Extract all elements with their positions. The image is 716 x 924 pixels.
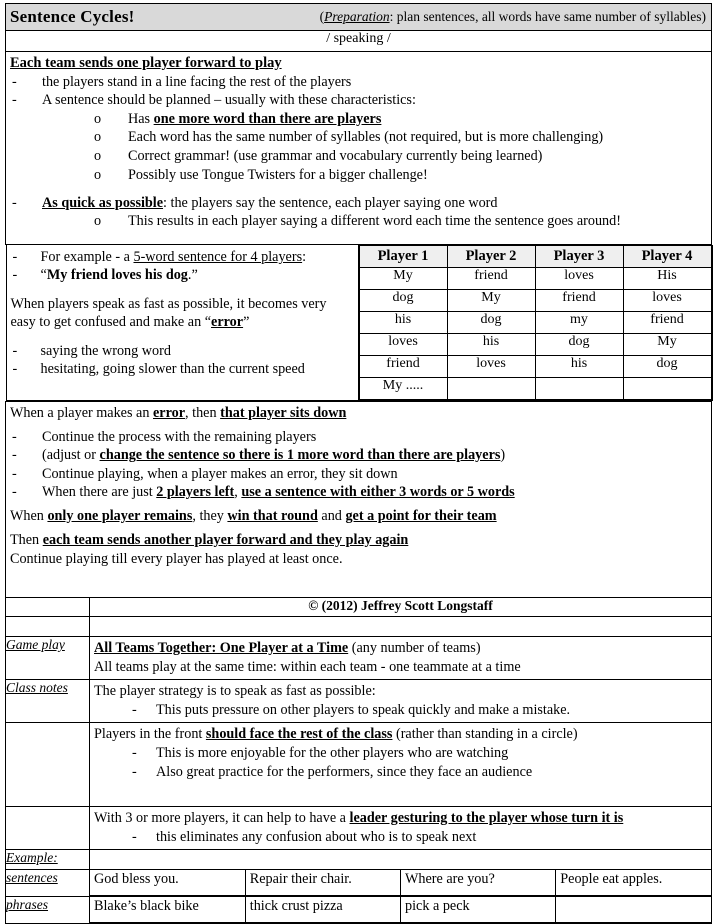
rules-mid: , then (185, 404, 221, 421)
example-text-block (7, 245, 358, 383)
item-mid: , (234, 484, 242, 501)
table-row (359, 289, 711, 311)
dash-mark: - (132, 701, 137, 718)
table-cell: friend (447, 267, 535, 289)
table-cell: pick a peck (401, 897, 556, 923)
player-header: Player 4 (623, 245, 711, 267)
phrases-label: phrases (6, 897, 90, 924)
table-row (90, 870, 711, 896)
list-item-text: Also great practice for the performers, since they face an audience (156, 763, 533, 780)
list-item-text: This puts pressure on other players to speak quickly and make a mistake. (156, 701, 571, 718)
player-header: Player 2 (447, 245, 535, 267)
sub-list-item (10, 128, 707, 147)
sub-item-text: Correct grammar! (use grammar and vocabulary currently being learned) (128, 148, 543, 165)
list-item (11, 360, 354, 379)
table-cell: loves (535, 267, 623, 289)
example-blank-cell (90, 850, 712, 870)
spacer (10, 569, 707, 593)
sub-list-item (10, 147, 707, 166)
rules-block (6, 402, 711, 597)
circle-mark: o (94, 148, 102, 165)
quick-rest: : the players say the sentence, each player saying one word (163, 194, 498, 211)
dash-mark: - (12, 342, 18, 359)
sub-item-text: Possibly use Tongue Twisters for a bigger challenge! (128, 166, 428, 183)
face-class-row (6, 723, 712, 807)
list-item (94, 744, 707, 763)
circle-mark: o (94, 166, 102, 183)
table-cell: friend (359, 355, 447, 377)
item-bold-2: use a sentence with either 3 words or 5 words (241, 484, 515, 501)
table-cell: loves (359, 333, 447, 355)
player-header: Player 1 (359, 245, 447, 267)
table-cell: friend (623, 311, 711, 333)
dash-mark: - (12, 447, 17, 464)
leader-bold: leader gesturing to the player whose turn it is (349, 810, 624, 827)
item-pre: When there are just (42, 484, 157, 501)
table-cell: dog (447, 311, 535, 333)
item-post: ) (500, 447, 506, 464)
list-item (10, 428, 707, 447)
leader-row (6, 807, 712, 850)
point-term: get a point for their team (345, 507, 497, 524)
dash-mark: - (132, 763, 137, 780)
table-cell: Where are you? (401, 870, 556, 896)
spacer (10, 185, 707, 194)
circle-mark: o (94, 110, 102, 127)
table-cell: My (359, 267, 447, 289)
example-line1-pre: For example - a (40, 248, 134, 265)
sits-down-term: that player sits down (220, 404, 347, 421)
face-bold: should face the rest of the class (205, 726, 393, 743)
list-item (94, 763, 707, 782)
dash-mark: - (12, 92, 17, 108)
face-class-line1 (94, 725, 707, 744)
dash-mark: - (12, 267, 18, 284)
preparation-label: Preparation (324, 9, 390, 24)
table-cell: Blake’s black bike (90, 897, 245, 923)
paren-open: ( (319, 9, 325, 24)
dash-mark: - (132, 744, 137, 761)
list-item-text: Continue the process with the remaining players (42, 428, 317, 445)
list-item (10, 465, 707, 484)
circle-mark: o (94, 213, 102, 230)
player-header: Player 3 (535, 245, 623, 267)
face-post: (rather than standing in a circle) (392, 726, 578, 743)
table-cell: dog (623, 355, 711, 377)
spacer (10, 231, 707, 240)
rules-intro (10, 404, 707, 423)
table-row (359, 377, 711, 399)
face-pre: Players in the front (94, 726, 206, 743)
sentences-cell (90, 870, 712, 897)
table-row (90, 897, 711, 923)
win-mid2: and (317, 507, 346, 524)
table-cell: People eat apples. (556, 870, 711, 896)
sub-item-text: This results in each player saying a different word each time the sentence goes around! (128, 213, 621, 230)
table-cell: friend (535, 289, 623, 311)
gameplay-rest: (any number of teams) (348, 639, 481, 656)
face-class-label-cell (6, 723, 90, 807)
list-item (10, 446, 707, 465)
preparation-note (320, 9, 706, 25)
then-bold: each team sends another player forward and they play again (42, 531, 409, 548)
list-item-text: This is more enjoyable for the other players who are watching (156, 744, 509, 761)
blank-row (6, 616, 712, 636)
item-bold: change the sentence so there is 1 more word than there are players (99, 447, 501, 464)
example-sentence: My friend loves his dog (46, 267, 188, 284)
sub-item-pre: Has (128, 110, 154, 127)
phrases-table (90, 897, 711, 923)
page-title: Sentence Cycles! (10, 7, 135, 26)
sub-item-text: Each word has the same number of syllables (not required, but is more challenging) (128, 129, 604, 146)
table-row (359, 355, 711, 377)
dash-mark: - (12, 428, 17, 445)
sub-list-item (10, 212, 707, 231)
list-item-text: hesitating, going slower than the current speed (40, 361, 305, 378)
sentences-label: sentences (6, 870, 90, 897)
speaking-row (6, 31, 712, 52)
players-table-cell (358, 245, 712, 401)
error-term: error (153, 404, 186, 421)
list-item (11, 266, 354, 285)
title-row (6, 4, 712, 31)
table-cell: My (623, 333, 711, 355)
sentences-table (90, 870, 711, 896)
gameplay-bold: All Teams Together: One Player at a Time (94, 639, 349, 656)
face-class-block (90, 723, 711, 806)
example-text-cell (6, 245, 358, 401)
example-layout (6, 245, 713, 401)
gameplay-row (6, 636, 712, 679)
gameplay-line1 (94, 639, 707, 658)
circle-mark: o (94, 129, 102, 146)
example-wrapper (6, 244, 712, 401)
dash-mark: - (12, 484, 17, 501)
example-row (6, 244, 712, 401)
leader-pre: With 3 or more players, it can help to have a (94, 810, 350, 827)
table-cell: dog (359, 289, 447, 311)
classnotes-content-cell (90, 680, 712, 723)
list-item-text: the players stand in a line facing the rest of the players (42, 73, 352, 90)
dash-mark: - (12, 73, 17, 90)
continue-line: Continue playing till every player has played at least once. (10, 550, 343, 567)
item-bold: 2 players left (156, 484, 235, 501)
list-item (10, 91, 707, 110)
table-row (359, 333, 711, 355)
table-cell: My ..... (359, 377, 447, 399)
win-round-term: win that round (227, 507, 318, 524)
sub-list-item (10, 166, 707, 185)
classnotes-line1: The player strategy is to speak as fast as possible: (94, 683, 376, 700)
table-cell: his (447, 333, 535, 355)
then-line (10, 531, 707, 550)
error-paragraph (11, 295, 354, 332)
one-player-term: only one player remains (47, 507, 193, 524)
table-row (359, 311, 711, 333)
table-cell: my (535, 311, 623, 333)
error-para-post: ” (243, 314, 250, 331)
list-item (10, 73, 707, 92)
players-header-row (359, 245, 711, 267)
spacer (94, 781, 707, 803)
leader-content-cell (90, 807, 712, 850)
win-mid: , they (192, 507, 228, 524)
document-table (5, 3, 712, 924)
table-cell (556, 897, 711, 923)
gameplay-content-cell (90, 636, 712, 679)
table-cell (535, 377, 623, 399)
rules-pre: When a player makes an (10, 404, 153, 421)
intro-row (6, 52, 712, 245)
list-item-text: A sentence should be planned – usually with these characteristics: (42, 92, 416, 108)
sub-item-bold: one more word than there are players (153, 110, 382, 127)
sentences-row (6, 870, 712, 897)
list-item (11, 248, 354, 267)
quick-bold: As quick as possible (42, 194, 164, 211)
table-cell (447, 377, 535, 399)
intro-heading: Each team sends one player forward to play (10, 55, 282, 71)
table-cell: thick crust pizza (245, 897, 400, 923)
table-cell: God bless you. (90, 870, 245, 896)
dash-mark: - (12, 194, 17, 211)
dash-mark: - (132, 828, 137, 845)
list-item-text: Continue playing, when a player makes an error, they sit down (42, 465, 398, 482)
face-class-content-cell (90, 723, 712, 807)
phrases-cell (90, 897, 712, 924)
classnotes-label: Class notes (6, 680, 90, 723)
dash-mark: - (12, 248, 18, 265)
list-item (10, 194, 707, 213)
list-item-text: saying the wrong word (40, 342, 171, 359)
gameplay-line2: All teams play at the same time: within each team - one teammate at a time (94, 658, 521, 675)
rules-cell (6, 401, 712, 597)
phrases-row (6, 897, 712, 924)
speaking-label: / speaking / (6, 31, 712, 52)
players-table (359, 245, 712, 400)
example-label-row (6, 850, 712, 870)
list-item (94, 701, 707, 720)
dash-mark: - (12, 361, 18, 378)
error-para-pre: When players speak as fast as possible, it becomes very easy to get confused and make an “ (10, 295, 327, 331)
table-cell: His (623, 267, 711, 289)
copyright-text: © (2012) Jeffrey Scott Longstaff (90, 597, 712, 616)
example-line1-post: : (302, 248, 307, 265)
leader-label-cell (6, 807, 90, 850)
list-item (94, 828, 707, 847)
win-pre: When (10, 507, 48, 524)
gameplay-label: Game play (6, 636, 90, 679)
copyright-label-cell (6, 597, 90, 616)
example-line1-underline: 5-word sentence for 4 players (133, 248, 303, 265)
error-word: error (211, 314, 244, 331)
sub-list-item (10, 110, 707, 129)
table-cell: dog (535, 333, 623, 355)
classnotes-row (6, 680, 712, 723)
then-pre: Then (10, 531, 43, 548)
rules-row (6, 401, 712, 597)
intro-block (6, 52, 711, 244)
table-row (359, 267, 711, 289)
gameplay-block (90, 637, 711, 679)
mistake-list (11, 342, 354, 379)
list-item (11, 342, 354, 361)
table-cell: his (359, 311, 447, 333)
title-cell (6, 4, 712, 31)
table-cell: Repair their chair. (245, 870, 400, 896)
example-label: Example: (6, 850, 90, 870)
quote-open: “ (40, 267, 47, 284)
blank-content-cell (90, 616, 712, 636)
table-cell: his (535, 355, 623, 377)
classnotes-block (90, 680, 711, 722)
item-pre: (adjust or (42, 447, 100, 464)
dash-mark: - (12, 465, 17, 482)
leader-line1 (94, 809, 707, 828)
table-cell (623, 377, 711, 399)
list-item (10, 483, 707, 502)
intro-cell (6, 52, 712, 245)
table-cell: loves (623, 289, 711, 311)
win-line (10, 507, 707, 526)
leader-block (90, 807, 711, 849)
blank-label-cell (6, 616, 90, 636)
preparation-text: : plan sentences, all words have same number of syllables) (389, 9, 706, 24)
table-cell: loves (447, 355, 535, 377)
quote-close: .” (187, 267, 198, 284)
list-item-text: this eliminates any confusion about who is to speak next (156, 828, 477, 845)
table-cell: My (447, 289, 535, 311)
copyright-row (6, 597, 712, 616)
